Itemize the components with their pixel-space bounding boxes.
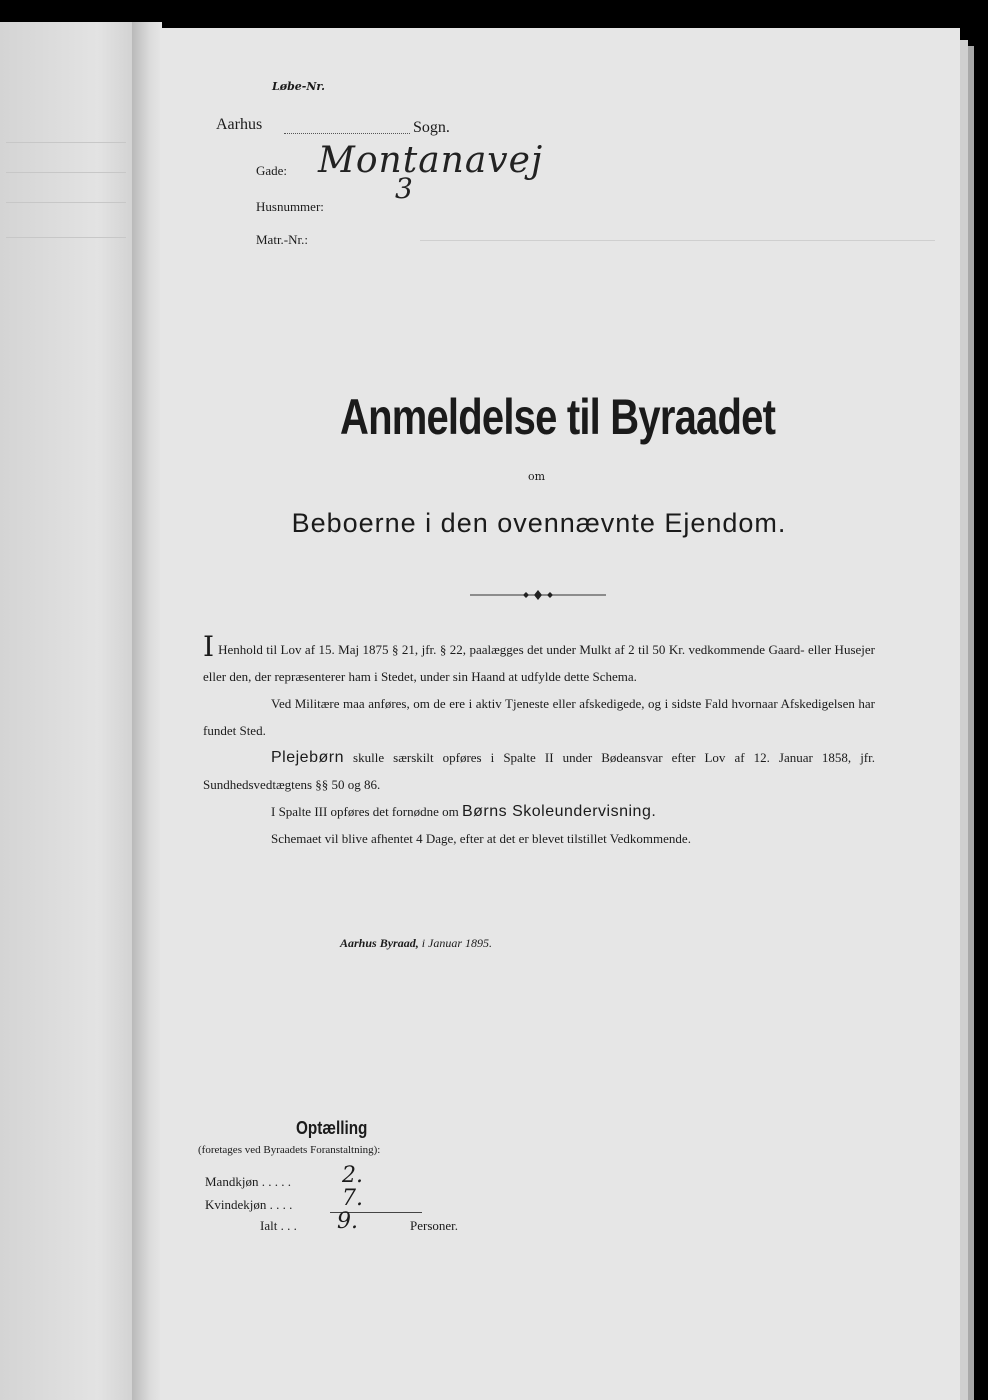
paragraph-foster	[203, 744, 875, 798]
paragraph-pickup: Schemaet vil blive afhentet 4 Dage, efter at det er blevet tilstillet Vedkommende.	[271, 831, 691, 846]
om-label: om	[528, 470, 546, 483]
signature-date: i Januar 1895.	[421, 936, 493, 950]
husnummer-label: Husnummer:	[256, 199, 324, 214]
drop-cap: I	[203, 630, 215, 663]
ialt-label: Ialt . . .	[260, 1218, 297, 1233]
loebe-nr-label: Løbe-Nr.	[272, 80, 325, 93]
matr-nr-label: Matr.-Nr.:	[256, 232, 308, 247]
skoleundervisning-term: Børns Skoleundervisning.	[461, 803, 657, 820]
faint-line	[6, 237, 126, 238]
paragraph-school	[203, 798, 875, 825]
book-gutter	[132, 22, 162, 1400]
paragraph-law	[203, 630, 875, 690]
signature-org: Aarhus Byraad,	[340, 936, 419, 950]
ornament-divider	[470, 588, 606, 602]
bleed-through-line	[420, 240, 935, 241]
kvindekjon-label: Kvindekjøn . . . .	[205, 1197, 293, 1212]
sogn-dotted-line	[284, 133, 410, 134]
personer-label: Personer.	[410, 1218, 459, 1233]
count-title: Optælling	[296, 1118, 368, 1138]
page-edge-shadow	[968, 46, 974, 1400]
ialt-value: 9.	[337, 1209, 358, 1234]
signature-line	[340, 936, 492, 951]
count-subtitle: (foretages ved Byraadets Foranstaltning):	[198, 1144, 381, 1156]
faint-line	[6, 142, 126, 143]
instructions-text	[203, 630, 875, 852]
paragraph-school-text: I Spalte III opføres det fornødne om	[271, 804, 459, 819]
plejeborn-term: Plejebørn	[271, 749, 344, 766]
husnummer-handwritten-value: 3	[395, 172, 413, 205]
gade-label: Gade:	[256, 163, 288, 178]
city-label: Aarhus	[216, 116, 263, 133]
page-edge	[960, 40, 968, 1400]
faint-line	[6, 202, 126, 203]
paragraph-military: Ved Militære maa anføres, om de ere i aktiv Tjeneste eller afskedigede, og i sidste Fald hvornaar Afskedigelsen har fundet Sted.	[203, 696, 875, 738]
document-title: Anmeldelse til Byraadet	[340, 389, 776, 445]
facing-page	[0, 22, 140, 1400]
paragraph-law-text: Henhold til Lov af 15. Maj 1875 § 21, jfr. § 22, paalægges det under Mulkt af 2 til 50 Kr. vedkommende Gaard- eller Husejer eller den, der repræsenterer ham i Stedet, under sin Haand at udfylde dette Schema.	[203, 642, 875, 684]
kvindekjon-value: 7.	[342, 1186, 363, 1211]
mandkjon-label: Mandkjøn . . . . .	[205, 1174, 291, 1189]
document-subtitle: Beboerne i den ovennævnte Ejendom.	[291, 508, 787, 538]
sogn-label: Sogn.	[413, 119, 450, 136]
mandkjon-value: 2.	[342, 1163, 363, 1188]
paragraph-foster-text: skulle særskilt opføres i Spalte II under Bødeansvar efter Lov af 12. Januar 1858, jfr. Sundhedsvedtægtens §§ 50 og 86.	[203, 750, 875, 792]
faint-line	[6, 172, 126, 173]
gade-handwritten-value: Montanavej	[318, 140, 544, 181]
